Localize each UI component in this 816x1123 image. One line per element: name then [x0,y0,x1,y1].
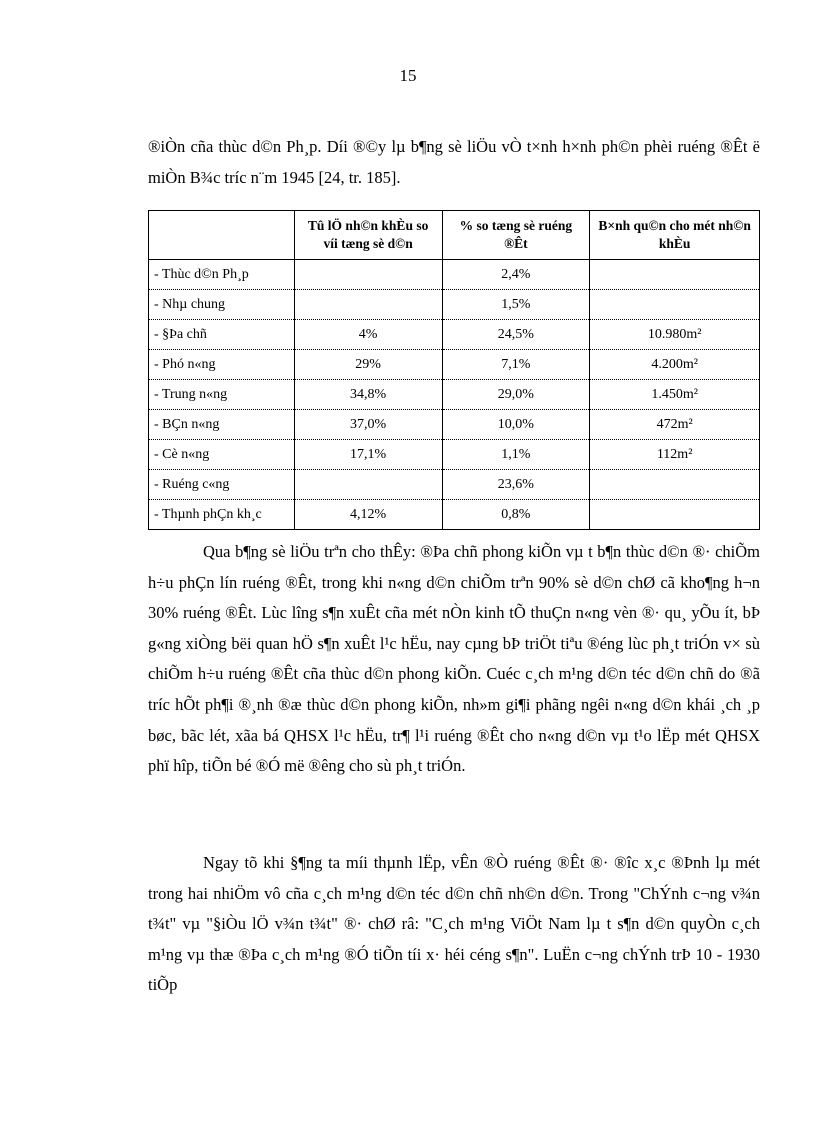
header-land-share: % so tæng sè ruéng ®Êt [442,211,590,260]
body-paragraph-1: Qua b¶ng sè liÖu trªn cho thÊy: ®Þa chñ phong kiÕn vµ t b¶n thùc d©n ®· chiÕm h÷u phÇn lín ruéng ®Êt, trong khi n«ng d©n chiÕm trªn 90% sè d©n chØ cã kho¶ng h¬n 30% ruéng ®Êt. Lùc lîng s¶n xuÊt cña mét nÒn kinh tÕ thuÇn n«ng vèn ®· qu¸ yÕu ít, bÞ g«ng xiÒng bëi quan hÖ s¶n xuÊt l¹c hËu, nay cµng bÞ triÖt tiªu ®éng lùc ph¸t triÓn v× sù chiÕm h÷u ruéng ®Êt cña thùc d©n phong kiÕn. Cuéc c¸ch m¹ng d©n téc d©n chñ do ®ã tríc hÕt ph¶i ®¸nh ®æ thùc d©n phong kiÕn, nh»m gi¶i phãng ngêi n«ng d©n khái ¸ch ¸p bøc, bãc lét, xãa bá QHSX l¹c hËu, tr¶ l¹i ruéng ®Êt cho n«ng d©n vµ t¹o lËp mét QHSX phï hîp, tiÕn bé ®Ó më ®êng cho sù ph¸t triÓn. [148,542,760,776]
table-cell [590,500,760,530]
table-cell: 2,4% [442,260,590,290]
table-row [149,440,760,470]
table-cell: 34,8% [294,380,442,410]
table-row [149,470,760,500]
table-cell [590,470,760,500]
table-cell [294,290,442,320]
row-category: - §Þa chñ [149,320,295,350]
table-cell: 23,6% [442,470,590,500]
table-row [149,290,760,320]
intro-paragraph: ®iÒn cña thùc d©n Ph¸p. Díi ®©y lµ b¶ng sè liÖu vÒ t×nh h×nh ph©n phèi ruéng ®Êt ë miÒn B¾c tríc n¨m 1945 [24, tr. 185]. [148,137,760,187]
table-cell: 24,5% [442,320,590,350]
body-paragraph-2: Ngay tõ khi §¶ng ta míi thµnh lËp, vÊn ®Ò ruéng ®Êt ®· ®îc x¸c ®Þnh lµ mét trong hai nhiÖm vô cña c¸ch m¹ng d©n téc d©n chñ nh©n d©n. Trong "ChÝnh c¬ng v¾n t¾t" vµ "§iÒu lÖ v¾n t¾t" ®· chØ râ: "C¸ch m¹ng ViÖt Nam lµ t s¶n d©n quyÒn c¸ch m¹ng vµ thæ ®Þa c¸ch m¹ng ®Ó tiÕn tíi x· héi céng s¶n". LuËn c¬ng chÝnh trÞ 10 - 1930 tiÕp [148,853,760,995]
table-cell: 1,1% [442,440,590,470]
header-category [149,211,295,260]
table-cell [590,290,760,320]
table-cell: 4.200m² [590,350,760,380]
table-header-row [149,211,760,260]
row-category: - Ruéng c«ng [149,470,295,500]
table-row [149,380,760,410]
table-cell: 0,8% [442,500,590,530]
row-category: - BÇn n«ng [149,410,295,440]
table-cell: 1,5% [442,290,590,320]
table-cell: 7,1% [442,350,590,380]
table-cell: 29,0% [442,380,590,410]
table-row [149,350,760,380]
table-cell: 4,12% [294,500,442,530]
table-cell: 112m² [590,440,760,470]
table-cell: 37,0% [294,410,442,440]
header-per-capita: B×nh qu©n cho mét nh©n khÈu [590,211,760,260]
row-category: - Trung n«ng [149,380,295,410]
row-category: - Nhµ chung [149,290,295,320]
table-row [149,410,760,440]
row-category: - Thµnh phÇn kh¸c [149,500,295,530]
page-number: 15 [399,66,417,85]
table-cell: 4% [294,320,442,350]
table-cell: 17,1% [294,440,442,470]
table-cell [590,260,760,290]
table-cell: 472m² [590,410,760,440]
row-category: - Cè n«ng [149,440,295,470]
land-distribution-table [148,210,760,530]
table-row [149,320,760,350]
header-population-share: Tû lÖ nh©n khÈu so víi tæng sè d©n [294,211,442,260]
table-cell [294,470,442,500]
table-cell: 10,0% [442,410,590,440]
row-category: - Thùc d©n Ph¸p [149,260,295,290]
table-row [149,260,760,290]
table-row [149,500,760,530]
table-cell: 10.980m² [590,320,760,350]
table-cell [294,260,442,290]
table-cell: 29% [294,350,442,380]
table-cell: 1.450m² [590,380,760,410]
row-category: - Phó n«ng [149,350,295,380]
